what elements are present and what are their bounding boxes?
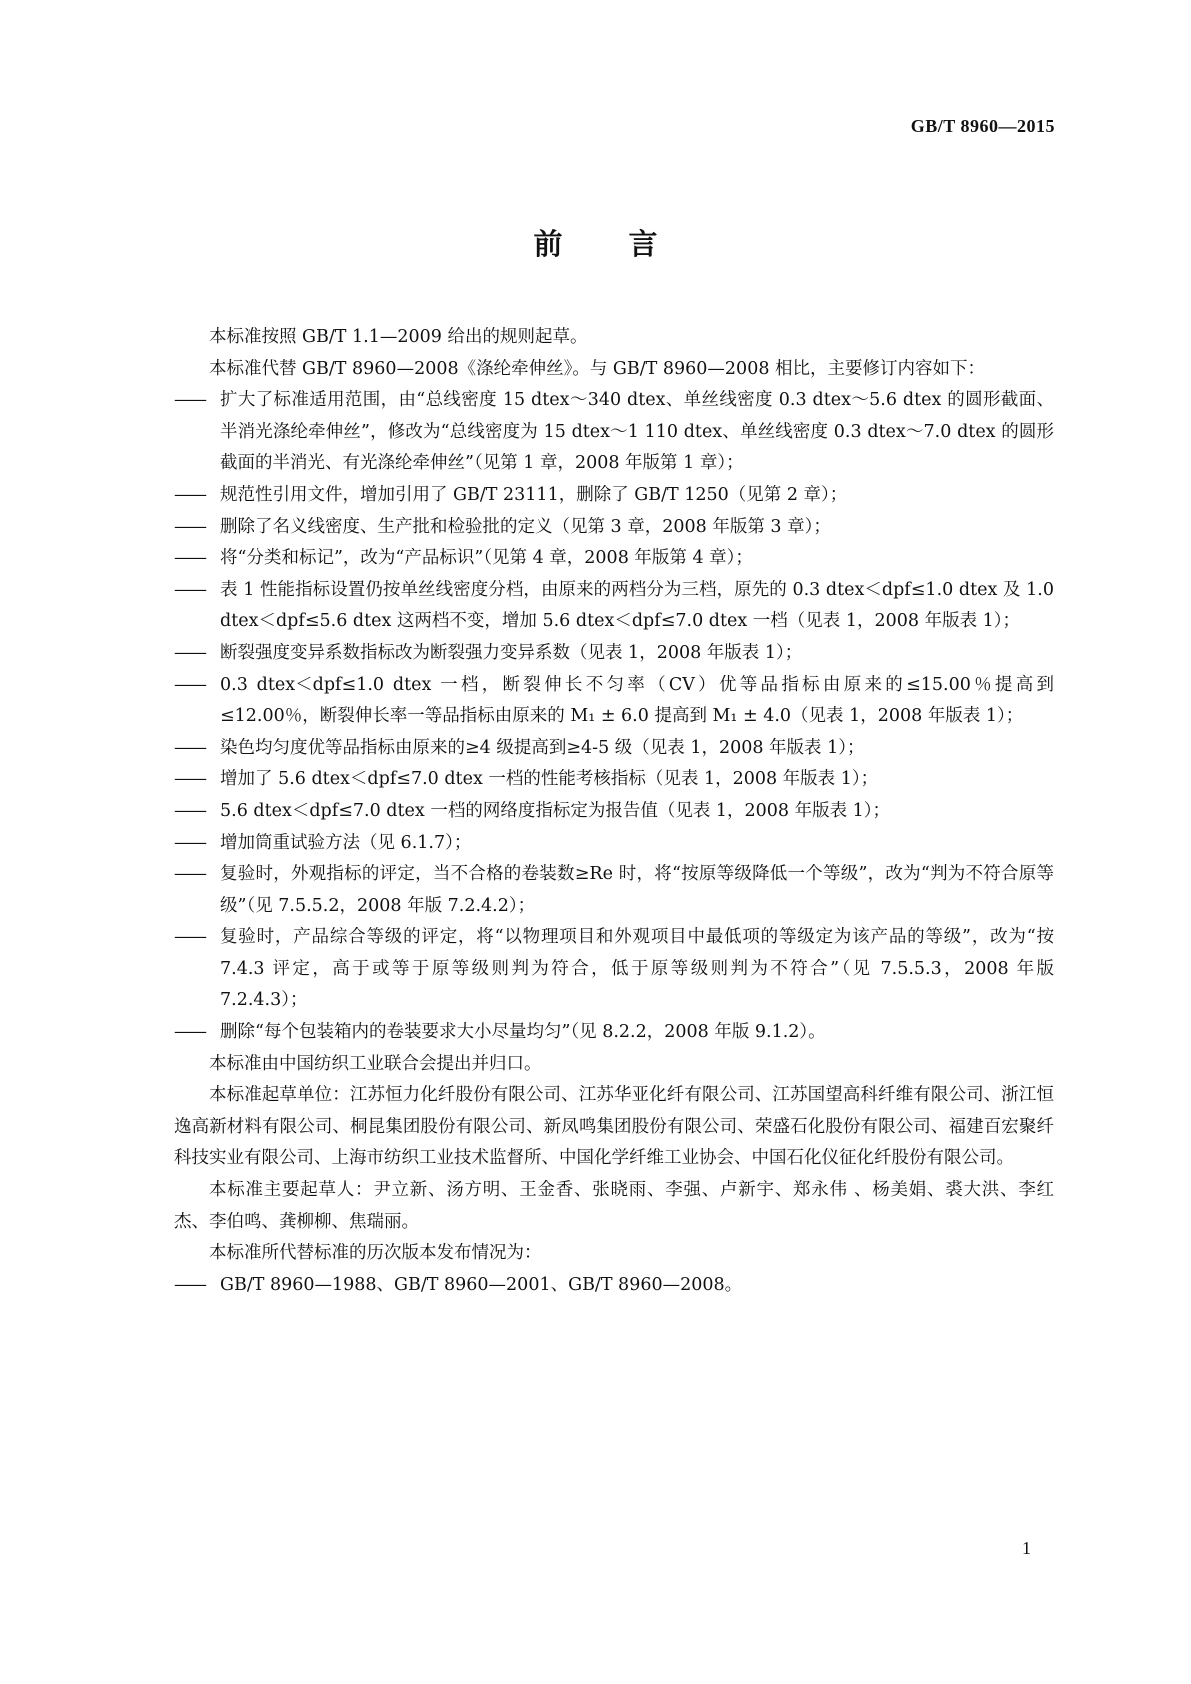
list-item: —— 断裂强度变异系数指标改为断裂强力变异系数（见表 1，2008 年版表 1）； [174,638,1054,670]
list-item: —— 规范性引用文件，增加引用了 GB/T 23111，删除了 GB/T 1250（见第 2 章）； [174,480,1054,512]
list-item: —— 删除“每个包装箱内的卷装要求大小尽量均匀”（见 8.2.2，2008 年版 9.1.2）。 [174,1017,1054,1049]
dash-marker: —— [174,927,205,948]
dash-marker: —— [174,1022,205,1043]
list-item: —— 删除了名义线密度、生产批和检验批的定义（见第 3 章，2008 年版第 3 章）； [174,512,1054,544]
list-item: —— 表 1 性能指标设置仍按单丝线密度分档，由原来的两档分为三档，原先的 0.3 dtex＜dpf≤1.0 dtex 及 1.0 dtex＜dpf≤5.6 dtex 这两档不变，增加 5.6 dtex＜dpf≤7.0 dtex 一档（见表 1，2008 年版表 1）； [174,575,1054,638]
dash-marker: —— [174,390,205,411]
paragraph-replacement: 本标准代替 GB/T 8960—2008《涤纶牵伸丝》。与 GB/T 8960—2008 相比，主要修订内容如下： [209,358,986,379]
paragraph-drafting-rules: 本标准按照 GB/T 1.1—2009 给出的规则起草。 [209,327,588,347]
dash-marker: —— [174,484,205,505]
list-item: —— 0.3 dtex＜dpf≤1.0 dtex 一档，断裂伸长不匀率（CV）优等品指标由原来的≤15.00％提高到≤12.00％，断裂伸长率一等品指标由原来的 M₁ ± 6.0 提高到 M₁ ± 4.0（见表 1，2008 年版表 1）； [174,670,1054,733]
list-item: —— 扩大了标准适用范围，由“总线密度 15 dtex～340 dtex、单丝线密度 0.3 dtex～5.6 dtex 的圆形截面、半消光涤纶牵伸丝”，修改为“总线密度为 15 dtex～1 110 dtex、单丝线密度 0.3 dtex～7.0 dtex 的圆形截面的半消光、有光涤纶牵伸丝”（见第 1 章，2008 年版第 1 章）； [174,385,1054,480]
page-number: 1 [1022,1538,1031,1558]
page-title: 前 言 [533,227,686,261]
dash-marker: —— [174,1274,205,1295]
paragraph-drafters: 本标准主要起草人：尹立新、汤方明、王金香、张晓雨、李强、卢新宇、郑永伟 、杨美娟、裘大洪、李红杰、李伯鸣、龚柳柳、焦瑞丽。 [174,1180,1054,1232]
dash-marker: —— [174,800,205,821]
foreword-body [174,322,1054,1301]
list-item: —— 复验时，产品综合等级的评定，将“以物理项目和外观项目中最低项的等级定为该产品的等级”，改为“按 7.4.3 评定，高于或等于原等级则判为符合，低于原等级则判为不符合”（见 7.5.5.3，2008 年版 7.2.4.3）； [174,922,1054,1017]
list-item: —— 增加筒重试验方法（见 6.1.7）； [174,828,1054,860]
paragraph-drafting-units: 本标准起草单位：江苏恒力化纤股份有限公司、江苏华亚化纤有限公司、江苏国望高科纤维有限公司、浙江恒逸高新材料有限公司、桐昆集团股份有限公司、新凤鸣集团股份有限公司、荣盛石化股份有限公司、福建百宏聚纤科技实业有限公司、上海市纺织工业技术监督所、中国化学纤维工业协会、中国石化仪征化纤股份有限公司。 [174,1085,1054,1169]
standard-code: GB/T 8960—2015 [910,116,1055,136]
list-item: —— 染色均匀度优等品指标由原来的≥4 级提高到≥4-5 级（见表 1，2008 年版表 1）； [174,733,1054,765]
history-item: —— GB/T 8960—1988、GB/T 8960—2001、GB/T 8960—2008。 [174,1270,1054,1302]
revision-list [174,385,1054,1048]
dash-marker: —— [174,832,205,853]
dash-marker: —— [174,642,205,663]
list-item: —— 复验时，外观指标的评定，当不合格的卷装数≥Re 时，将“按原等级降低一个等级”，改为“判为不符合原等级”（见 7.5.5.2，2008 年版 7.2.4.2）； [174,859,1054,922]
dash-marker: —— [174,548,205,569]
list-item: —— 5.6 dtex＜dpf≤7.0 dtex 一档的网络度指标定为报告值（见表 1，2008 年版表 1）； [174,796,1054,828]
dash-marker: —— [174,516,205,537]
paragraph-proposer: 本标准由中国纺织工业联合会提出并归口。 [209,1053,542,1074]
dash-marker: —— [174,769,205,790]
paragraph-history-intro: 本标准所代替标准的历次版本发布情况为： [209,1243,542,1264]
list-item: —— 将“分类和标记”，改为“产品标识”（见第 4 章，2008 年版第 4 章）； [174,543,1054,575]
dash-marker: —— [174,579,205,600]
dash-marker: —— [174,864,205,885]
dash-marker: —— [174,737,205,758]
dash-marker: —— [174,674,205,695]
list-item: —— 增加了 5.6 dtex＜dpf≤7.0 dtex 一档的性能考核指标（见表 1，2008 年版表 1）； [174,764,1054,796]
